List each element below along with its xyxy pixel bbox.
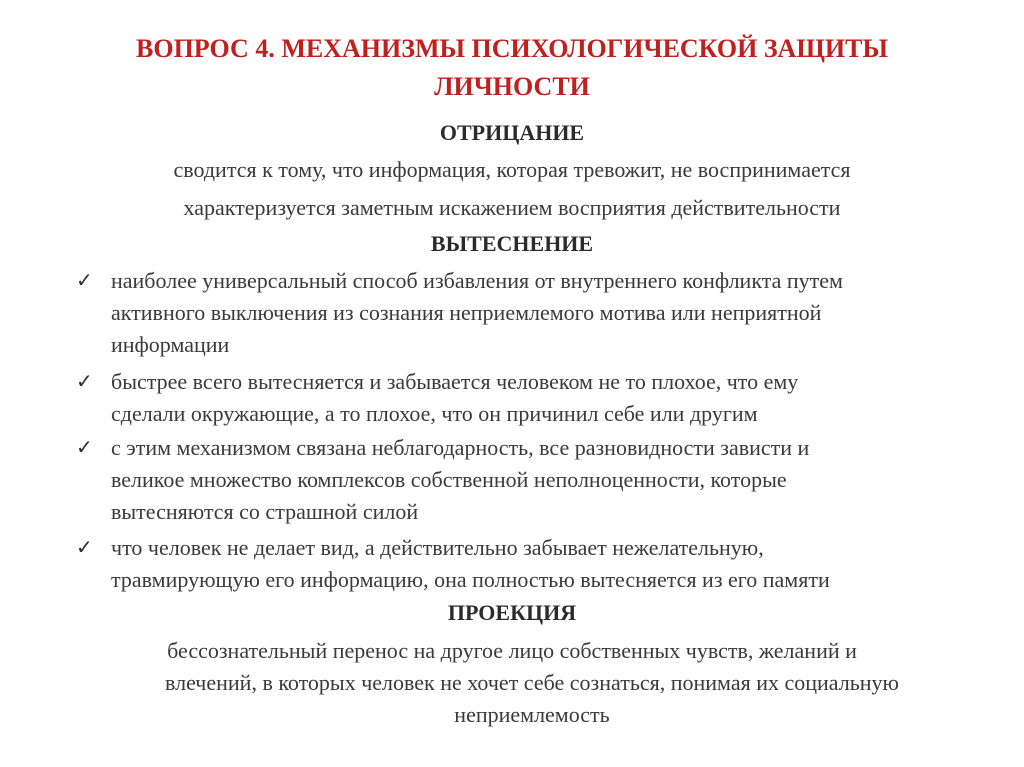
checkmark-icon: ✓	[76, 437, 93, 459]
repression-bullet-4	[76, 532, 986, 596]
projection-text-line2: влечений, в которых человек не хочет себе сознаться, понимая их социальную	[165, 670, 899, 695]
denial-text-line2: характеризуется заметным искажением восприятия действительности	[183, 195, 841, 220]
bullet-text: что человек не делает вид, а действительно забывает нежелательную, травмирующую его информацию, она полностью вытесняется из его памяти	[111, 535, 830, 592]
repression-bullet-1	[76, 265, 986, 361]
bullet-text: наиболее универсальный способ избавления от внутреннего конфликта путем активного выключения из сознания неприемлемого мотива или неприятной информации	[111, 268, 843, 357]
section-heading-denial: ОТРИЦАНИЕ	[439, 120, 585, 145]
projection-text-line3: неприемлемость	[454, 702, 610, 727]
checkmark-icon: ✓	[76, 371, 93, 393]
denial-text-line1: сводится к тому, что информация, которая тревожит, не воспринимается	[173, 157, 851, 182]
bullet-text: с этим механизмом связана неблагодарность, все разновидности зависти и великое множество комплексов собственной неполноценности, которые вытесняются со страшной силой	[111, 435, 810, 524]
slide-title-line1: ВОПРОС 4. МЕХАНИЗМЫ ПСИХОЛОГИЧЕСКОЙ ЗАЩИТЫ	[136, 34, 888, 63]
slide-title-line2: ЛИЧНОСТИ	[434, 72, 590, 101]
projection-text-line1: бессознательный перенос на другое лицо собственных чувств, желаний и	[167, 638, 857, 663]
checkmark-icon: ✓	[76, 537, 93, 559]
checkmark-icon: ✓	[76, 270, 93, 292]
repression-bullet-2	[76, 366, 986, 430]
bullet-text: быстрее всего вытесняется и забывается человеком не то плохое, что ему сделали окружающие, а то плохое, что он причинил себе или другим	[111, 369, 799, 426]
section-heading-repression: ВЫТЕСНЕНИЕ	[430, 231, 594, 256]
section-heading-projection: ПРОЕКЦИЯ	[447, 600, 577, 625]
repression-bullet-3	[76, 432, 986, 528]
